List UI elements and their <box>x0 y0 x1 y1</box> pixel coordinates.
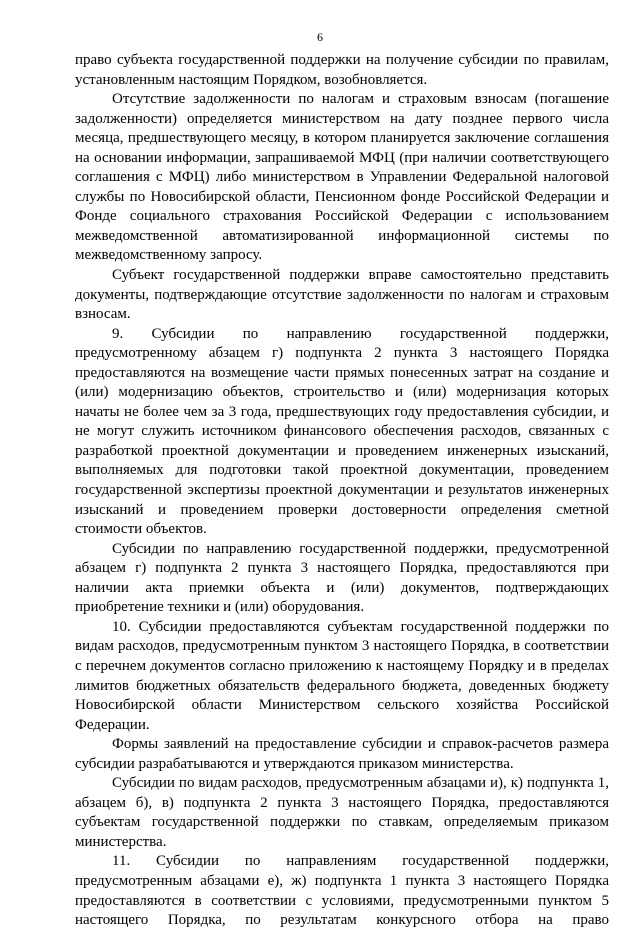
paragraph-rates: Субсидии по видам расходов, предусмотренным абзацами и), к) подпункта 1, абзацем б), в) подпункта 2 пункта 3 настоящего Порядка, предоставляются субъектам государственной поддержки по ставкам, определяемым приказом министерства. <box>75 775 609 850</box>
document-body <box>75 51 609 931</box>
paragraph-acceptance-act: Субсидии по направлению государственной поддержки, предусмотренной абзацем г) подпункта 2 пункта 3 настоящего Порядка, предоставляются при наличии акта приемки объекта и (или) документов, подтверждающих приобретение техники и (или) оборудования. <box>75 540 609 616</box>
paragraph-clause-10: 10. Субсидии предоставляются субъектам государственной поддержки по видам расходов, предусмотренным пунктом 3 настоящего Порядка, в соответствии с перечнем документов согласно приложению к настоящему Порядку и в пределах лимитов бюджетных обязательств федерального бюджета, доведенных бюджету Новосибирской области Министерством сельского хозяйства Российской Федерации. <box>75 618 609 733</box>
paragraph-application-forms: Формы заявлений на предоставление субсидии и справок-расчетов размера субсидии разрабатываются и утверждаются приказом министерства. <box>75 736 609 772</box>
paragraph-debt-absence: Отсутствие задолженности по налогам и страховым взносам (погашение задолженности) определяется министерством на дату позднее первого числа месяца, предшествующего месяцу, в котором планируется заключение соглашения на основании информации, запрашиваемой МФЦ (при наличии соответствующего соглашения с МФЦ) либо министерством в Управлении Федеральной налоговой службы по Новосибирской области, Пенсионном фонде Российской Федерации и Фонде социального страхования Российской Федерации с использованием межведомственной автоматизированной информационной системы по межведомственному запросу. <box>75 91 609 264</box>
paragraph-clause-9: 9. Субсидии по направлению государственной поддержки, предусмотренному абзацем г) подпункта 2 пункта 3 настоящего Порядка предоставляются на возмещение части прямых понесенных затрат на создание и (или) модернизацию объектов, строительство и (или) модернизация которых начаты не более чем за 3 года, предшествующих году предоставления субсидии, и не могут служить источником финансового обеспечения расходов, связанных с разработкой проектной документации и проведением инженерных изысканий, выполняемых для подготовки такой проектной документации, проведением государственной экспертизы проектной документации и результатов инженерных изысканий и проведением проверки достоверности определения сметной стоимости объектов. <box>75 325 609 538</box>
paragraph-continuation: право субъекта государственной поддержки на получение субсидии по правилам, установленным настоящим Порядком, возобновляется. <box>75 52 609 88</box>
paragraph-self-submission: Субъект государственной поддержки вправе самостоятельно представить документы, подтверждающие отсутствие задолженности по налогам и страховым взносам. <box>75 267 609 323</box>
paragraph-clause-11: 11. Субсидии по направлениям государственной поддержки, предусмотренным абзацами е), ж) подпункта 1 пункта 3 настоящего Порядка предоставляются в соответствии с условиями, предусмотренными пунктом 5 настоящего Порядка, по результатам конкурсного отбора на право <box>75 853 609 929</box>
page-number: 6 <box>317 30 323 44</box>
